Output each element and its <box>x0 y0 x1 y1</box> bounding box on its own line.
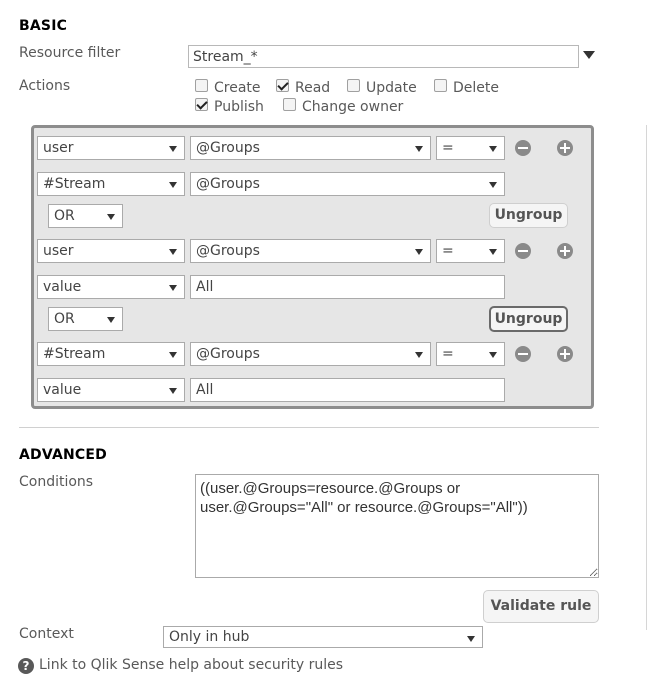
checkbox-box[interactable] <box>283 98 296 111</box>
row2-middle-select[interactable]: @Groups <box>190 172 505 196</box>
right-divider <box>646 125 647 630</box>
basic-heading: BASIC <box>19 18 68 34</box>
row6-left-select[interactable]: value <box>37 378 185 402</box>
row3-left-select[interactable]: user <box>37 239 185 263</box>
resource-filter-label: Resource filter <box>19 45 121 61</box>
row4-value-input[interactable]: All <box>190 275 505 299</box>
checkbox-box-checked[interactable] <box>195 98 208 111</box>
actions-label: Actions <box>19 78 71 94</box>
advanced-heading: ADVANCED <box>19 447 107 463</box>
action-delete-label: Delete <box>453 80 499 96</box>
conditions-label: Conditions <box>19 474 94 490</box>
context-select[interactable]: Only in hub <box>163 626 483 648</box>
section-divider <box>19 427 599 428</box>
action-publish-checkbox[interactable] <box>195 99 264 115</box>
validate-rule-button[interactable]: Validate rule <box>483 590 599 623</box>
row3-operator-select[interactable]: = <box>436 239 505 263</box>
conditions-textarea[interactable] <box>195 474 599 578</box>
checkbox-box-checked[interactable] <box>276 79 289 92</box>
logic-select-1[interactable]: OR <box>48 204 123 228</box>
ungroup-button-focused[interactable]: Ungroup <box>489 306 568 332</box>
row2-left-select[interactable]: #Stream <box>37 172 185 196</box>
context-label: Context <box>19 626 74 642</box>
action-create-checkbox[interactable] <box>195 80 261 96</box>
row1-left-select[interactable]: user <box>37 136 185 160</box>
row5-left-select[interactable]: #Stream <box>37 342 185 366</box>
action-change-owner-checkbox[interactable] <box>283 99 403 115</box>
action-publish-label: Publish <box>214 99 264 115</box>
resource-filter-input[interactable]: Stream_* <box>188 45 579 68</box>
plus-circle-icon[interactable] <box>557 346 573 362</box>
logic-select-2[interactable]: OR <box>48 307 123 331</box>
row6-value-input[interactable]: All <box>190 378 505 402</box>
action-read-label: Read <box>295 80 331 96</box>
row4-left-select[interactable]: value <box>37 275 185 299</box>
checkbox-box[interactable] <box>434 79 447 92</box>
row1-operator-select[interactable]: = <box>436 136 505 160</box>
row5-middle-select[interactable]: @Groups <box>190 342 431 366</box>
plus-circle-icon[interactable] <box>557 140 573 156</box>
minus-circle-icon[interactable] <box>515 243 531 259</box>
row1-middle-select[interactable]: @Groups <box>190 136 431 160</box>
action-change-owner-label: Change owner <box>302 99 404 115</box>
checkbox-box[interactable] <box>347 79 360 92</box>
rule-builder-panel <box>31 125 594 409</box>
help-link[interactable]: Link to Qlik Sense help about security rules <box>39 657 344 673</box>
resource-filter-dropdown-icon[interactable] <box>583 51 595 59</box>
action-read-checkbox[interactable] <box>276 80 330 96</box>
action-update-checkbox[interactable] <box>347 80 417 96</box>
question-circle-icon: ? <box>18 658 34 674</box>
checkbox-box[interactable] <box>195 79 208 92</box>
plus-circle-icon[interactable] <box>557 243 573 259</box>
minus-circle-icon[interactable] <box>515 140 531 156</box>
action-delete-checkbox[interactable] <box>434 80 499 96</box>
minus-circle-icon[interactable] <box>515 346 531 362</box>
row5-operator-select[interactable]: = <box>436 342 505 366</box>
ungroup-button[interactable]: Ungroup <box>489 203 568 228</box>
row3-middle-select[interactable]: @Groups <box>190 239 431 263</box>
action-create-label: Create <box>214 80 261 96</box>
action-update-label: Update <box>366 80 417 96</box>
